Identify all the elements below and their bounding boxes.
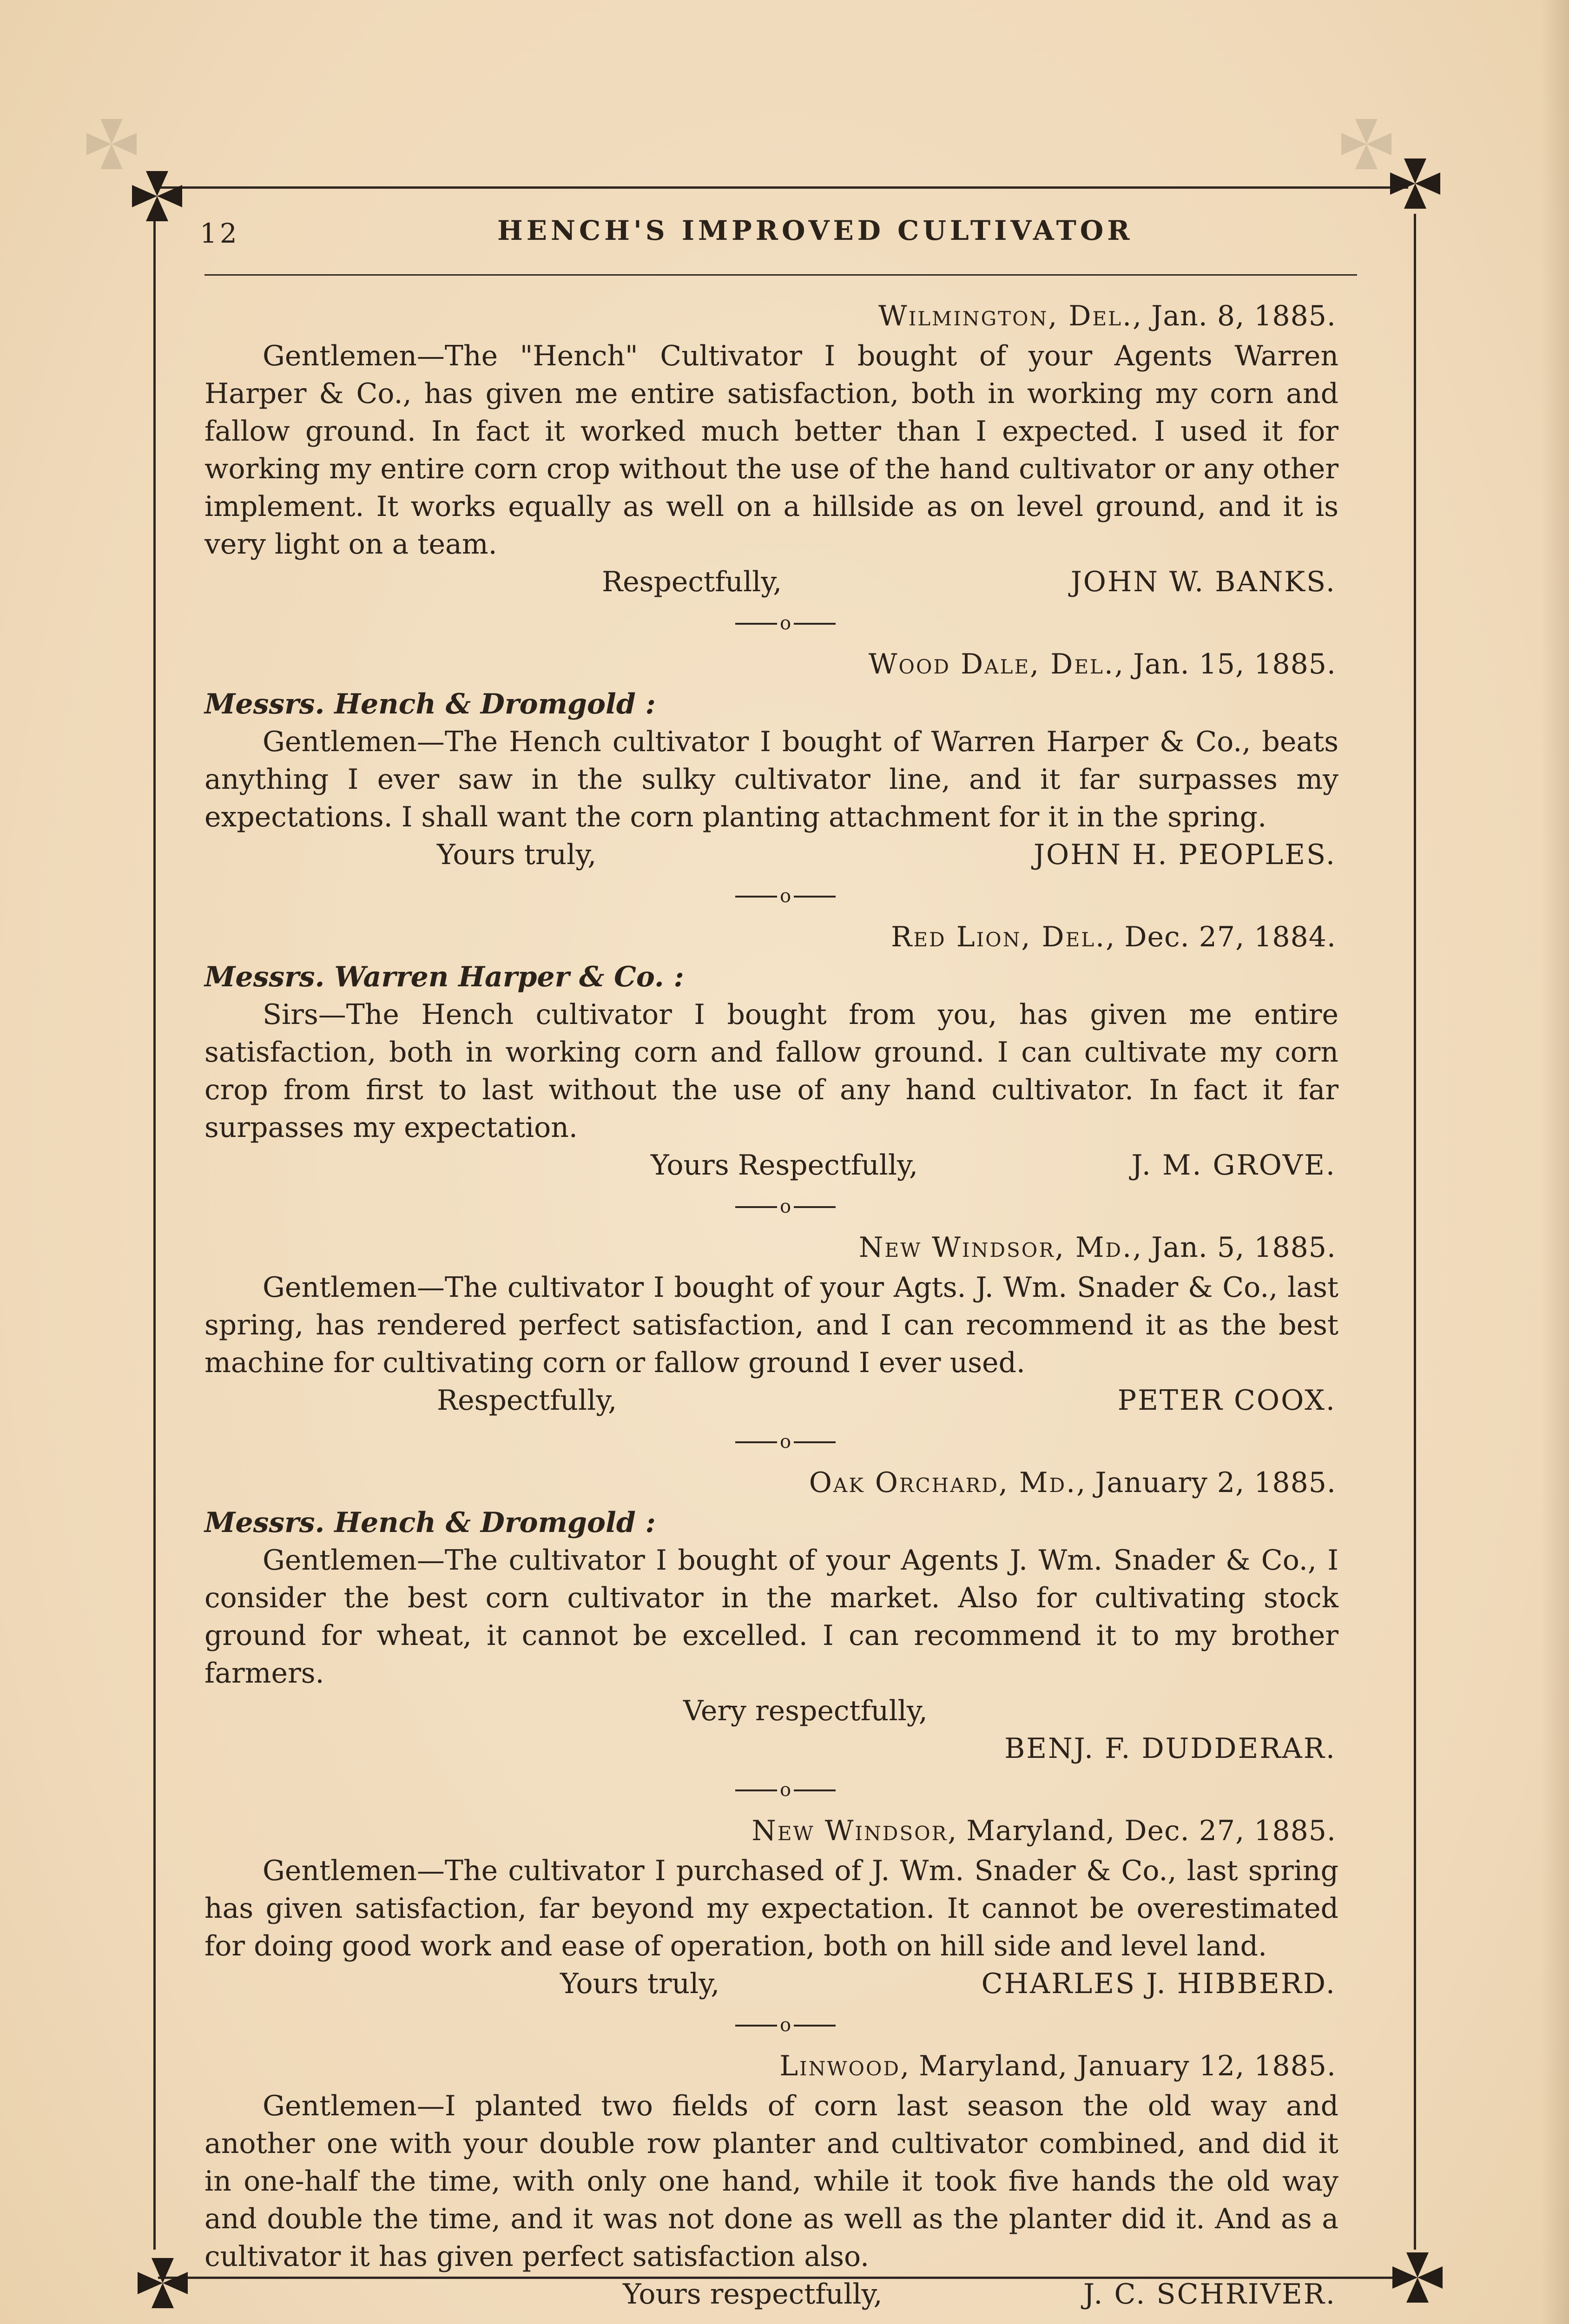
separator-ornament: o — [204, 1419, 1366, 1462]
letter-closing: Yours truly, — [437, 838, 597, 871]
separator-ornament: o — [204, 1184, 1366, 1227]
ghost-cross-top-right-icon — [1338, 116, 1394, 172]
letter-body: Gentlemen—The cultivator I bought of your Agents J. Wm. Snader & Co., I consider the best corn cultivator in the market. Also for cultivating stock ground for wheat, it cannot be excelled. I can recommend it to my brother farmers. — [204, 1544, 1338, 1690]
letter-place: Wilmington, Del. — [878, 300, 1133, 332]
corner-cross-top-right-icon — [1387, 156, 1443, 211]
letter-place: New Windsor — [752, 1815, 948, 1847]
letter-body: Gentlemen—The "Hench" Cultivator I bought of your Agents Warren Harper & Co., has given me entire satisfaction, both in working my corn and fallow ground. In fact it worked much better than I expected. I used it for working my entire corn crop without the use of the hand cultivator or any other implement. It works equally as well on a hillside as on level ground, and it is very light on a team. — [204, 340, 1338, 561]
corner-cross-top-left-icon — [129, 168, 185, 224]
running-header — [200, 215, 1338, 257]
testimonial-letter — [204, 1227, 1366, 1419]
letter-closing: Yours Respectfully, — [651, 1149, 918, 1182]
corner-cross-bottom-right-icon — [1390, 2250, 1445, 2305]
testimonial-letter — [204, 2045, 1366, 2313]
letter-signature — [204, 1147, 1366, 1184]
letter-date: , Dec. 27, 1884. — [1106, 921, 1336, 953]
letter-dateline — [204, 643, 1366, 686]
frame-top-rule — [153, 186, 1408, 189]
letter-place: Oak Orchard, Md. — [809, 1466, 1077, 1499]
letter-body: Gentlemen—I planted two fields of corn last season the old way and another one with your double row planter and cultivator combined, and did it in one-half the time, with only one hand, while it took five hands the old way and double the time, and it was not done as well as the planter did it. And as a cultivator it has given perfect satisfaction also. — [204, 2090, 1338, 2273]
letter-signature — [204, 563, 1366, 601]
testimonial-letter — [204, 1810, 1366, 2003]
testimonial-letter — [204, 916, 1366, 1184]
letter-dateline — [204, 916, 1366, 958]
letter-dateline — [204, 1227, 1366, 1269]
letter-closing: Very respectfully, — [683, 1695, 928, 1727]
letter-signature-line — [204, 1730, 1366, 1768]
page-spine-shadow — [1541, 0, 1569, 2324]
testimonial-letter — [204, 643, 1366, 874]
page-title: HENCH'S IMPROVED CULTIVATOR — [497, 215, 1134, 246]
letter-signer: PETER COOX. — [1117, 1384, 1336, 1417]
letter-closing: Yours respectfully, — [623, 2278, 883, 2311]
frame-right-rule — [1414, 214, 1416, 2250]
letter-closing: Yours truly, — [560, 1967, 720, 2000]
letter-closing: Respectfully, — [437, 1384, 617, 1417]
testimonial-letter — [204, 1462, 1366, 1768]
letter-place: New Windsor, Md. — [858, 1231, 1133, 1264]
letter-body: Gentlemen—The cultivator I purchased of J. Wm. Snader & Co., last spring has given satisfaction, far beyond my expectation. It cannot be overestimated for doing good work and ease of operation, both on hill side and level land. — [204, 1855, 1338, 1962]
letter-date: , Maryland, Dec. 27, 1885. — [948, 1815, 1336, 1847]
letter-date: , January 2, 1885. — [1076, 1466, 1336, 1499]
letter-date: , Jan. 8, 1885. — [1133, 300, 1336, 332]
page-number: 12 — [200, 218, 240, 249]
frame-left-rule — [153, 218, 156, 2250]
letter-signature — [204, 1965, 1366, 2003]
testimonials-column — [204, 295, 1366, 2313]
letter-signature — [204, 2276, 1366, 2313]
letter-date: , Jan. 5, 1885. — [1133, 1231, 1336, 1264]
ghost-cross-top-left-icon — [84, 116, 139, 172]
letter-signer: BENJ. F. DUDDERAR. — [1004, 1732, 1336, 1765]
letter-body: Gentlemen—The cultivator I bought of your Agts. J. Wm. Snader & Co., last spring, has rendered perfect satisfaction, and I can recommend it as the best machine for cultivating corn or fallow ground I ever used. — [204, 1271, 1338, 1379]
letter-dateline — [204, 295, 1366, 337]
letter-signature — [204, 1692, 1366, 1730]
separator-ornament: o — [204, 874, 1366, 916]
letter-dateline — [204, 2045, 1366, 2087]
letter-body: Sirs—The Hench cultivator I bought from you, has given me entire satisfaction, both in working corn and fallow ground. I can cultivate my corn crop from first to last without the use of any hand cultivator. In fact it far surpasses my expectation. — [204, 998, 1338, 1144]
letter-signer: CHARLES J. HIBBERD. — [981, 1967, 1336, 2000]
letter-signer: J. M. GROVE. — [1131, 1149, 1336, 1182]
letter-place: Wood Dale, Del. — [868, 648, 1114, 680]
corner-cross-bottom-left-icon — [135, 2255, 191, 2311]
letter-closing: Respectfully, — [602, 566, 782, 598]
header-rule — [204, 274, 1357, 276]
letter-signer: JOHN H. PEOPLES. — [1033, 838, 1336, 871]
separator-ornament: o — [204, 2003, 1366, 2045]
letter-dateline — [204, 1462, 1366, 1504]
letter-place: Red Lion, Del. — [891, 921, 1106, 953]
letter-signer: JOHN W. BANKS. — [1070, 566, 1336, 598]
letter-date: , Jan. 15, 1885. — [1114, 648, 1336, 680]
separator-ornament: o — [204, 1768, 1366, 1810]
letter-signature — [204, 836, 1366, 874]
letter-salutation: Messrs. Warren Harper & Co. : — [204, 961, 684, 993]
testimonial-letter — [204, 295, 1366, 601]
letter-dateline — [204, 1810, 1366, 1852]
letter-salutation: Messrs. Hench & Dromgold : — [204, 1506, 656, 1539]
letter-salutation: Messrs. Hench & Dromgold : — [204, 688, 656, 720]
letter-signature — [204, 1382, 1366, 1419]
letter-signer: J. C. SCHRIVER. — [1083, 2278, 1336, 2311]
separator-ornament: o — [204, 601, 1366, 643]
letter-body: Gentlemen—The Hench cultivator I bought of Warren Harper & Co., beats anything I ever saw in the sulky cultivator line, and it far surpasses my expectations. I shall want the corn planting attachment for it in the spring. — [204, 726, 1338, 833]
letter-place: Linwood — [779, 2050, 901, 2082]
letter-date: , Maryland, January 12, 1885. — [900, 2050, 1336, 2082]
